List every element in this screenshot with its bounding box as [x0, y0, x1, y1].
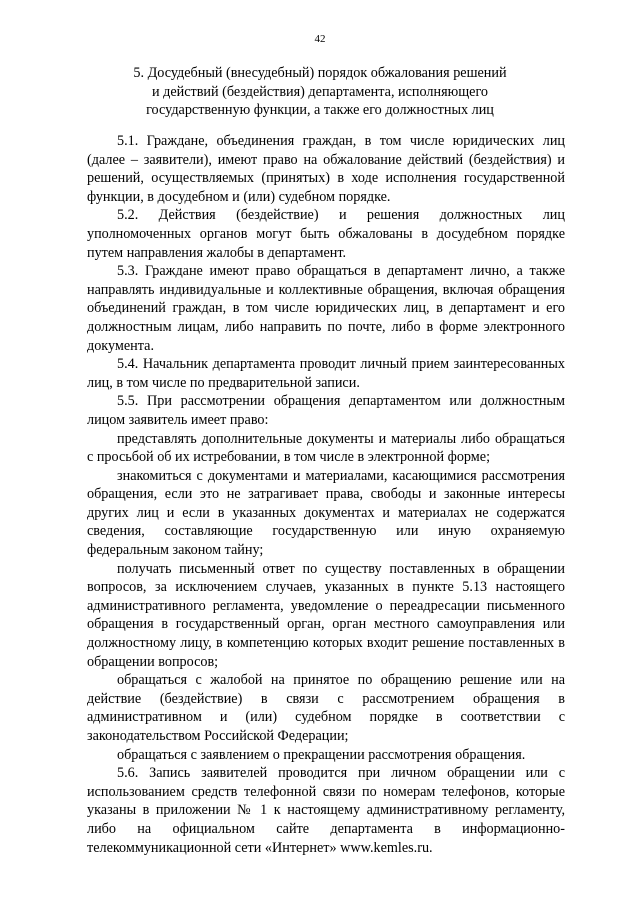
heading-line-3: государственную функции, а также его должностных лиц [146, 102, 494, 119]
heading-line-1: 5. Досудебный (внесудебный) порядок обжалования решений [133, 65, 507, 81]
heading-line-2: и действий (бездействия) департамента, исполняющего [151, 83, 489, 100]
paragraph-5-6: 5.6. Запись заявителей проводится при личном обращении или с использованием средств телефонной связи по номерам телефонов, которые указаны в приложении № 1 к настоящему административному регламенту, либо на официальном сайте департамента в информационно-телекоммуникационной сети «Интернет» www.kemles.ru. [87, 765, 565, 856]
paragraph-5-2: 5.2. Действия (бездействие) и решения должностных лиц уполномоченных органов могут быть обжалованы в досудебном порядке путем направления жалобы в департамент. [87, 207, 565, 261]
rights-item-appeal: обращаться с жалобой на принятое по обращению решение или на действие (бездействие) в связи с рассмотрением обращения в административном и (или) судебном порядке в соответствии с законодательством Российской Федерации; [87, 672, 565, 744]
paragraph-5-4: 5.4. Начальник департамента проводит личный прием заинтересованных лиц, в том числе по предварительной записи. [87, 356, 565, 391]
rights-item-submit-documents: представлять дополнительные документы и материалы либо обращаться с просьбой об их истребовании, в том числе в электронной форме; [87, 430, 565, 466]
page-number: 42 [314, 33, 326, 45]
section-heading [80, 64, 560, 120]
rights-item-withdraw: обращаться с заявлением о прекращении рассмотрения обращения. [117, 746, 526, 763]
rights-item-review-materials: знакомиться с документами и материалами, касающимися рассмотрения обращения, если это не затрагивает права, свободы и законные интересы других лиц и если в указанных документах и материалах не содержатся сведения, составляющие государственную или иную охраняемую федеральным законом тайну; [87, 467, 565, 559]
paragraph-5-3: 5.3. Граждане имеют право обращаться в департамент лично, а также направлять индивидуальные и коллективные обращения, включая обращения объединений граждан, в том числе юридических лиц, в департамент и его должностным лицам, либо направить по почте, либо в форме электронного документа. [87, 263, 565, 354]
document-body [87, 132, 565, 857]
rights-item-written-answer: получать письменный ответ по существу поставленных в обращении вопросов, за исключением случаев, указанных в пункте 5.13 настоящего административного регламента, уведомление о переадресации письменного обращения в государственный орган, орган местного самоуправления или должностному лицу, в компетенцию которых входит решение поставленных в обращении вопросов; [87, 560, 565, 670]
paragraph-5-1: 5.1. Граждане, объединения граждан, в том числе юридических лиц (далее – заявители), имеют право на обжалование действий (бездействия) и решений, осуществляемых (принятых) в ходе исполнения государственной функции, в досудебном и (или) судебном порядке. [87, 133, 565, 205]
paragraph-5-5: 5.5. При рассмотрении обращения департаментом или должностным лицом заявитель имеет право: [87, 393, 565, 428]
